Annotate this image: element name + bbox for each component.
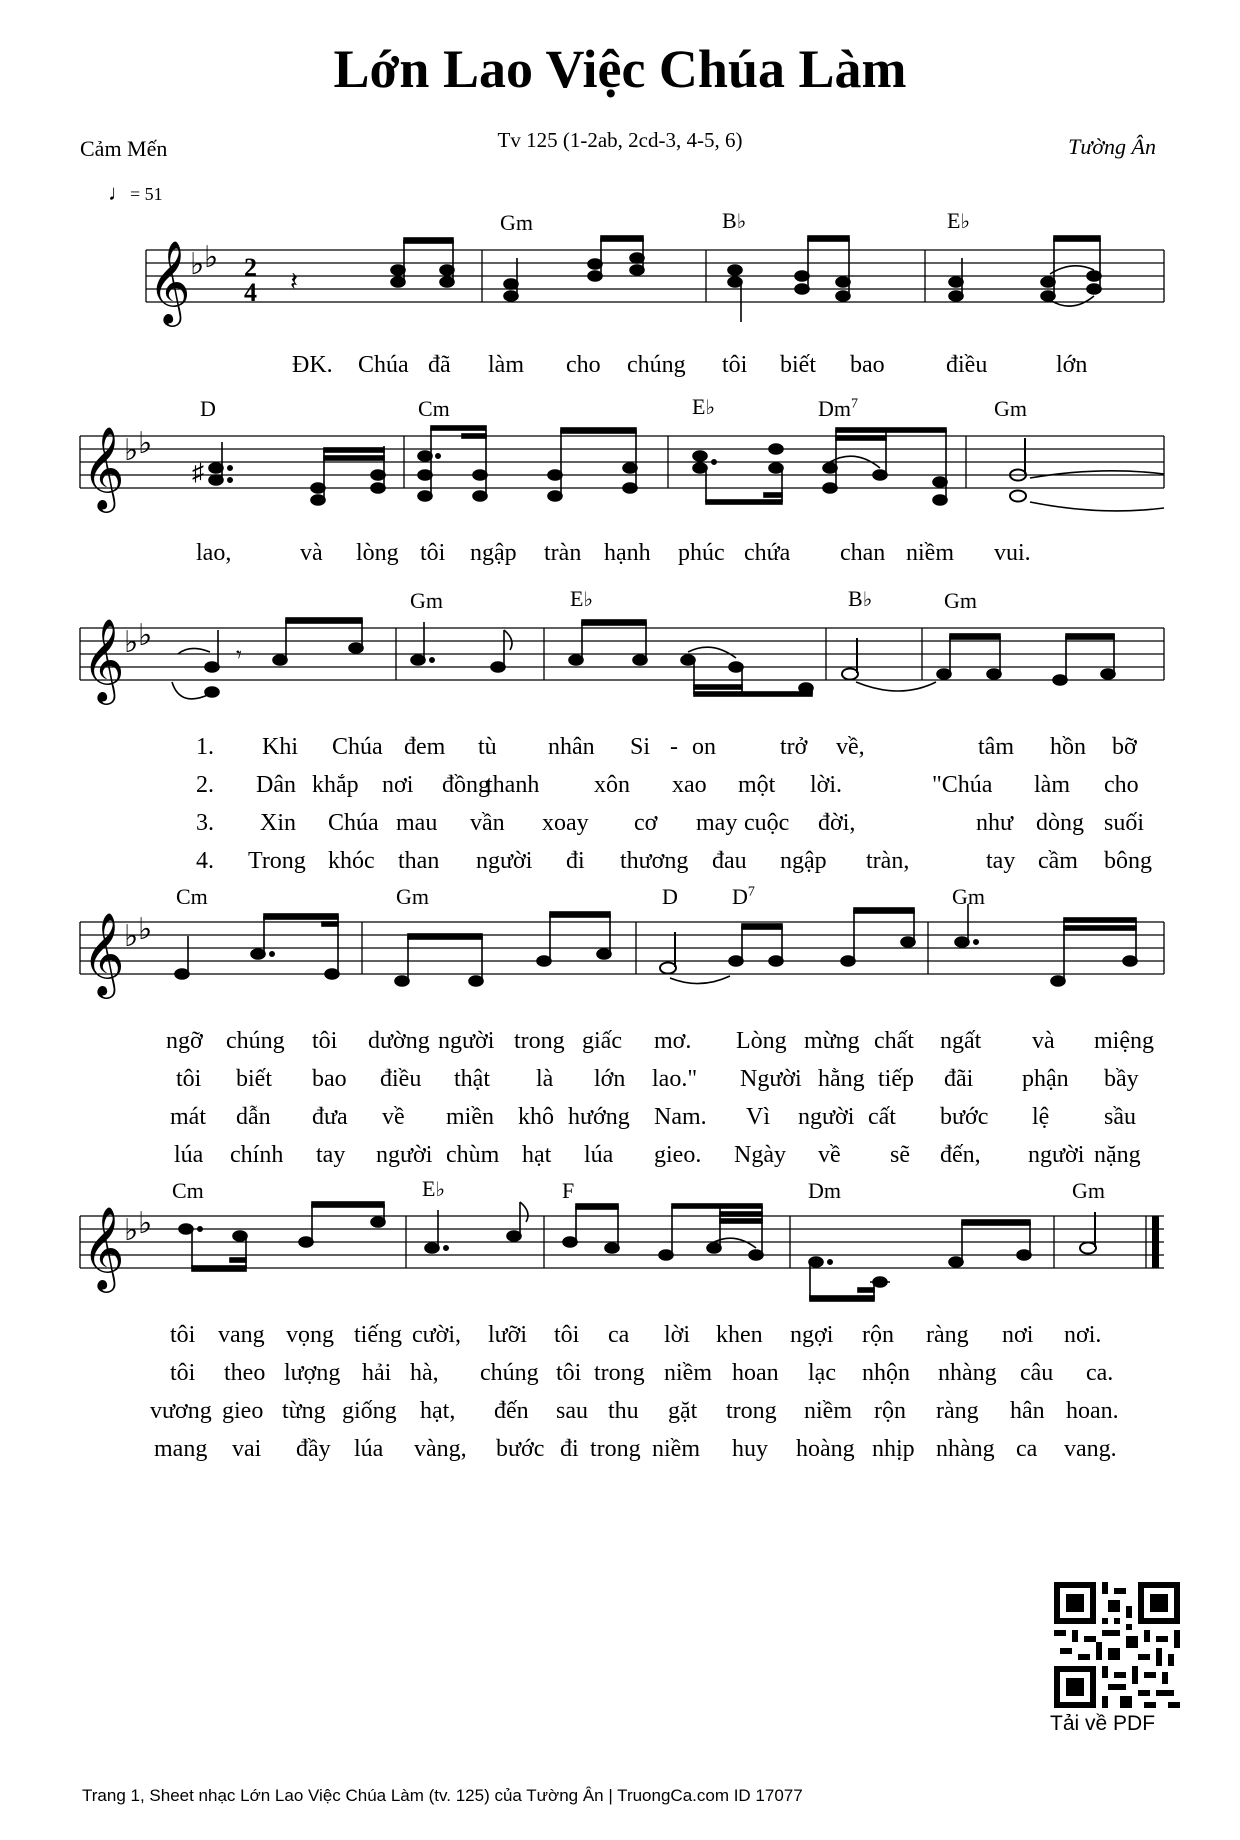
lyric-syllable: hoan [732,1360,779,1386]
chord: B♭ [848,586,873,611]
lyric-syllable: và [1032,1028,1055,1054]
staff-system-5 [0,1196,1240,1306]
lyric-syllable: tiếng [354,1322,402,1348]
lyric-syllable: khắp [312,772,359,798]
chord: B♭ [722,208,747,233]
lyric-syllable: đời, [818,810,856,836]
lyric-syllable: nhộn [862,1360,910,1386]
lyric-syllable: Người [740,1066,802,1092]
lyric-syllable: chúng [627,352,686,378]
lyric-syllable: thu [608,1398,639,1424]
lyric-syllable: tôi [176,1066,202,1092]
lyric-syllable: 4. [196,848,214,874]
lyric-syllable: Xin [260,810,296,836]
lyric-syllable: đãi [944,1066,974,1092]
lyric-syllable: bầy [1104,1066,1139,1092]
flat-icon: ♭ [138,913,153,946]
treble-clef-icon: 𝄞 [82,1205,125,1289]
lyric-syllable: bước [940,1104,989,1130]
lyric-syllable: câu [1020,1360,1054,1386]
lyric-syllable: đến, [940,1142,981,1168]
lyric-syllable: niềm [804,1398,852,1424]
lyric-syllable: cơ [634,810,658,836]
lyric-syllable: đã [428,352,451,378]
song-title: Lớn Lao Việc Chúa Làm [333,39,907,99]
lyric-syllable: đưa [312,1104,348,1130]
quarter-note-icon: ♩ [108,180,130,205]
lyric-syllable: vai [232,1436,262,1462]
lyric-syllable: nơi. [1064,1322,1102,1348]
lyric-syllable: giấc [582,1028,622,1054]
lyric-syllable: lúa [174,1142,204,1168]
lyric-syllable: cất [868,1104,896,1130]
lyric-syllable: vui. [994,540,1031,566]
lyric-syllable: chứa [744,540,791,566]
lyric-syllable: khô [518,1104,554,1130]
lyric-syllable: niềm [664,1360,712,1386]
lyric-syllable: miệng [1094,1028,1154,1054]
flat-icon: ♭ [138,619,153,652]
lyric-syllable: thương [620,848,689,874]
chord: Gm [944,588,977,613]
lyric-syllable: mang [154,1436,208,1462]
treble-clef-icon: 𝄞 [82,617,125,701]
lyric-syllable: ngất [940,1028,982,1054]
lyric-syllable: từng [282,1398,326,1424]
lyric-syllable: suối [1104,810,1145,836]
download-pdf-link[interactable]: Tải về PDF [1050,1712,1156,1735]
chord: D [662,884,678,909]
lyric-syllable: tôi [556,1360,582,1386]
composer: Tường Ân [1068,134,1156,159]
lyric-syllable: trở [780,734,808,760]
chord: Gm [410,588,443,613]
style-label: Cảm Mến [80,136,168,161]
lyric-syllable: bước [496,1436,545,1462]
chord: E♭ [570,586,593,611]
lyric-syllable: sau [556,1398,588,1424]
tempo-marking: ♩= 51 [108,180,163,205]
lyric-syllable: may [696,810,738,836]
lyric-syllable: tràn, [866,848,910,874]
final-barline [1152,1216,1159,1268]
lyric-syllable: phận [1022,1066,1069,1092]
lyric-syllable: tôi [420,540,446,566]
lyric-syllable: cuộc [744,810,790,836]
lyric-syllable: lưỡi [488,1322,528,1348]
lyric-syllable: Si [630,734,651,760]
lyric-syllable: đi [560,1436,579,1462]
lyric-syllable: sầu [1104,1104,1136,1130]
chord: E♭ [947,208,970,233]
lyric-syllable: lòng [356,540,399,566]
lyric-syllable: đau [712,848,747,874]
lyric-syllable: hằng [818,1066,865,1092]
lyric-syllable: niềm [652,1436,700,1462]
quarter-rest-icon: 𝄽 [290,267,298,296]
lyric-syllable: lao, [196,540,232,566]
flat-icon: ♭ [190,248,205,281]
lyric-syllable: vương [150,1398,212,1424]
lyric-syllable: xao [672,772,707,798]
lyric-syllable: nhàng [938,1360,997,1386]
lyric-syllable: tay [316,1142,346,1168]
lyric-syllable: làm [488,352,524,378]
lyric-syllable: người [376,1142,433,1168]
lyric-syllable: trong [726,1398,777,1424]
lyric-syllable: sẽ [890,1142,910,1168]
lyric-syllable: khen [716,1322,763,1348]
lyric-syllable: chan [840,540,886,566]
lyric-syllable: thanh [486,772,540,798]
lyric-syllable: on [692,734,716,760]
lyric-syllable: đầy [296,1436,331,1462]
lyric-syllable: đem [404,734,446,760]
lyric-syllable: Trong [248,848,306,874]
lyric-syllable: cho [566,352,601,378]
lyric-syllable: cầm [1038,848,1078,874]
lyric-syllable: mau [396,810,438,836]
chord: Cm [418,396,450,421]
lyric-syllable: biết [236,1066,272,1092]
lyric-syllable: lúa [584,1142,614,1168]
lyric-syllable: rộn [874,1398,906,1424]
lyric-syllable: hoàng [796,1436,855,1462]
lyric-syllable: hạt, [420,1398,456,1424]
lyric-syllable: gieo [222,1398,264,1424]
lyric-syllable: Lòng [736,1028,787,1054]
chord: Dm$^7$ [818,396,858,421]
lyric-syllable: chính [230,1142,284,1168]
lyric-syllable: lời. [810,772,843,798]
lyric-syllable: ĐK. [292,352,333,378]
lyric-syllable: chất [874,1028,914,1054]
psalm-reference: Tv 125 (1-2ab, 2cd-3, 4-5, 6) [497,128,743,152]
lyric-syllable: ngợi [790,1322,834,1348]
staff-system-1 [0,230,1240,340]
lyric-syllable: đến [494,1398,529,1424]
lyric-syllable: tôi [170,1322,196,1348]
lyric-syllable: - [670,734,678,760]
lyric-syllable: Chúa [332,734,383,760]
lyric-syllable: ngập [780,848,827,874]
lyric-syllable: niềm [906,540,954,566]
lyric-syllable: Ngày [734,1142,786,1168]
lyric-syllable: bông [1104,848,1152,874]
lyric-syllable: phúc [678,540,725,566]
lyric-syllable: vần [470,810,505,836]
eighth-rest-icon: 𝄾 [236,642,242,667]
lyric-syllable: hạnh [604,540,651,566]
lyric-syllable: hướng [568,1104,630,1130]
lyric-syllable: nhịp [872,1436,915,1462]
lyric-syllable: chùm [446,1142,500,1168]
lyric-syllable: cười, [412,1322,462,1348]
lyric-syllable: tôi [170,1360,196,1386]
chord: E♭ [422,1176,445,1201]
flat-icon: ♭ [124,1214,139,1247]
lyric-syllable: khóc [328,848,375,874]
lyric-syllable: lúa [354,1436,384,1462]
flat-icon: ♭ [124,626,139,659]
lyric-syllable: lao." [652,1066,698,1092]
flat-icon: ♭ [124,434,139,467]
lyric-syllable: lớn [1056,352,1088,378]
lyric-syllable: hoan. [1066,1398,1119,1424]
lyric-syllable: nhàng [936,1436,995,1462]
lyric-syllable: lời [664,1322,691,1348]
lyric-syllable: mát [170,1104,206,1130]
lyric-syllable: than [398,848,440,874]
lyric-syllable: Chúa [358,352,409,378]
treble-clef-icon: 𝄞 [82,911,125,995]
lyric-syllable: lớn [594,1066,626,1092]
lyric-syllable: dòng [1036,810,1084,836]
lyric-syllable: điều [380,1066,422,1092]
lyric-syllable: làm [1034,772,1070,798]
lyric-syllable: tiếp [878,1066,914,1092]
lyric-syllable: vọng [286,1322,334,1348]
treble-clef-icon: 𝄞 [148,239,191,323]
lyric-syllable: vang. [1064,1436,1117,1462]
lyric-syllable: hân [1010,1398,1045,1424]
lyric-syllable: dẫn [236,1104,271,1130]
chord: F [562,1178,575,1203]
lyric-syllable: lạc [808,1360,836,1386]
lyric-syllable: bao [312,1066,347,1092]
lyric-syllable: "Chúa [932,772,993,798]
lyric-syllable: tôi [312,1028,338,1054]
lyric-syllable: lượng [284,1360,341,1386]
flat-icon: ♭ [204,241,219,274]
lyric-syllable: xoay [542,810,589,836]
lyric-syllable: Chúa [328,810,379,836]
lyric-syllable: người [1028,1142,1085,1168]
lyric-syllable: gieo. [654,1142,702,1168]
lyric-syllable: thật [454,1066,490,1092]
lyric-syllable: tôi [722,352,748,378]
flat-icon: ♭ [124,920,139,953]
lyric-syllable: huy [732,1436,768,1462]
lyric-syllable: vang [218,1322,265,1348]
lyric-syllable: tràn [544,540,582,566]
lyric-syllable: ca. [1086,1360,1114,1386]
chord: Gm [500,210,533,235]
lyric-syllable: trong [590,1436,641,1462]
lyric-syllable: về, [836,734,865,760]
lyric-syllable: 2. [196,772,214,798]
chord: Gm [396,884,429,909]
lyric-syllable: nơi [1002,1322,1034,1348]
lyric-syllable: tâm [978,734,1014,760]
chord: Dm [808,1178,841,1203]
lyric-syllable: đồng [442,772,490,798]
lyric-syllable: cho [1104,772,1139,798]
lyric-syllable: điều [946,352,988,378]
lyric-syllable: nhân [548,734,595,760]
chord: Gm [952,884,985,909]
lyric-syllable: Khi [262,734,298,760]
lyric-syllable: ngỡ [166,1028,203,1054]
lyric-syllable: hạt [522,1142,552,1168]
lyric-syllable: miền [446,1104,494,1130]
chord: D [200,396,216,421]
chord: Gm [994,396,1027,421]
lyric-syllable: dường [368,1028,430,1054]
lyric-syllable: tù [478,734,497,760]
lyric-syllable: 1. [196,734,214,760]
staff-system-3 [0,608,1240,718]
lyric-syllable: và [300,540,323,566]
lyric-syllable: ca [608,1322,630,1348]
svg-text:4: 4 [244,278,257,307]
lyric-syllable: tay [986,848,1016,874]
chord: Cm [172,1178,204,1203]
lyric-syllable: Nam. [654,1104,707,1130]
lyric-syllable: như [976,810,1014,836]
lyric-syllable: mừng [804,1028,860,1054]
lyric-syllable: theo [224,1360,266,1386]
lyric-syllable: hải [362,1360,392,1386]
lyric-syllable: rộn [862,1322,894,1348]
lyric-syllable: người [438,1028,495,1054]
staff-system-2 [0,416,1240,526]
flat-icon: ♭ [138,1207,153,1240]
flat-icon: ♭ [138,427,153,460]
lyric-syllable: hà, [410,1360,439,1386]
lyric-syllable: ràng [926,1322,969,1348]
sharp-icon: ♯ [192,460,204,486]
svg-text:2: 2 [244,253,257,282]
lyric-syllable: người [798,1104,855,1130]
chord: $D^7$ [732,884,755,909]
chord: Cm [176,884,208,909]
lyric-syllable: 3. [196,810,214,836]
staff-system-4 [0,902,1240,1012]
lyric-syllable: nặng [1094,1142,1141,1168]
lyric-syllable: về [382,1104,405,1130]
lyric-syllable: chúng [480,1360,539,1386]
qr-code[interactable] [1054,1582,1180,1708]
lyric-syllable: Vì [746,1104,770,1130]
lyric-syllable: trong [514,1028,565,1054]
page-footer: Trang 1, Sheet nhạc Lớn Lao Việc Chúa Làm (tv. 125) của Tường Ân | TruongCa.com ID 17077 [82,1786,803,1805]
lyric-syllable: gặt [668,1398,698,1424]
lyric-syllable: tôi [554,1322,580,1348]
lyric-syllable: biết [780,352,816,378]
lyric-syllable: là [536,1066,554,1092]
lyric-syllable: ngập [470,540,517,566]
lyric-syllable: xôn [594,772,630,798]
lyric-syllable: giống [342,1398,397,1424]
chord: E♭ [692,394,715,419]
lyric-syllable: về [818,1142,841,1168]
lyric-syllable: ràng [936,1398,979,1424]
lyric-syllable: một [738,772,776,798]
lyric-syllable: chúng [226,1028,285,1054]
lyric-syllable: mơ. [654,1028,692,1054]
lyric-syllable: trong [594,1360,645,1386]
lyric-syllable: Dân [256,772,296,798]
lyric-syllable: ca [1016,1436,1038,1462]
chord: Gm [1072,1178,1105,1203]
lyric-syllable: bỡ [1112,734,1137,760]
lyric-syllable: lệ [1032,1104,1050,1130]
lyric-syllable: vàng, [414,1436,467,1462]
lyric-syllable: hồn [1050,734,1086,760]
lyric-syllable: người [476,848,533,874]
treble-clef-icon: 𝄞 [82,425,125,509]
lyric-syllable: đi [566,848,585,874]
lyric-syllable: bao [850,352,885,378]
lyric-syllable: nơi [382,772,414,798]
